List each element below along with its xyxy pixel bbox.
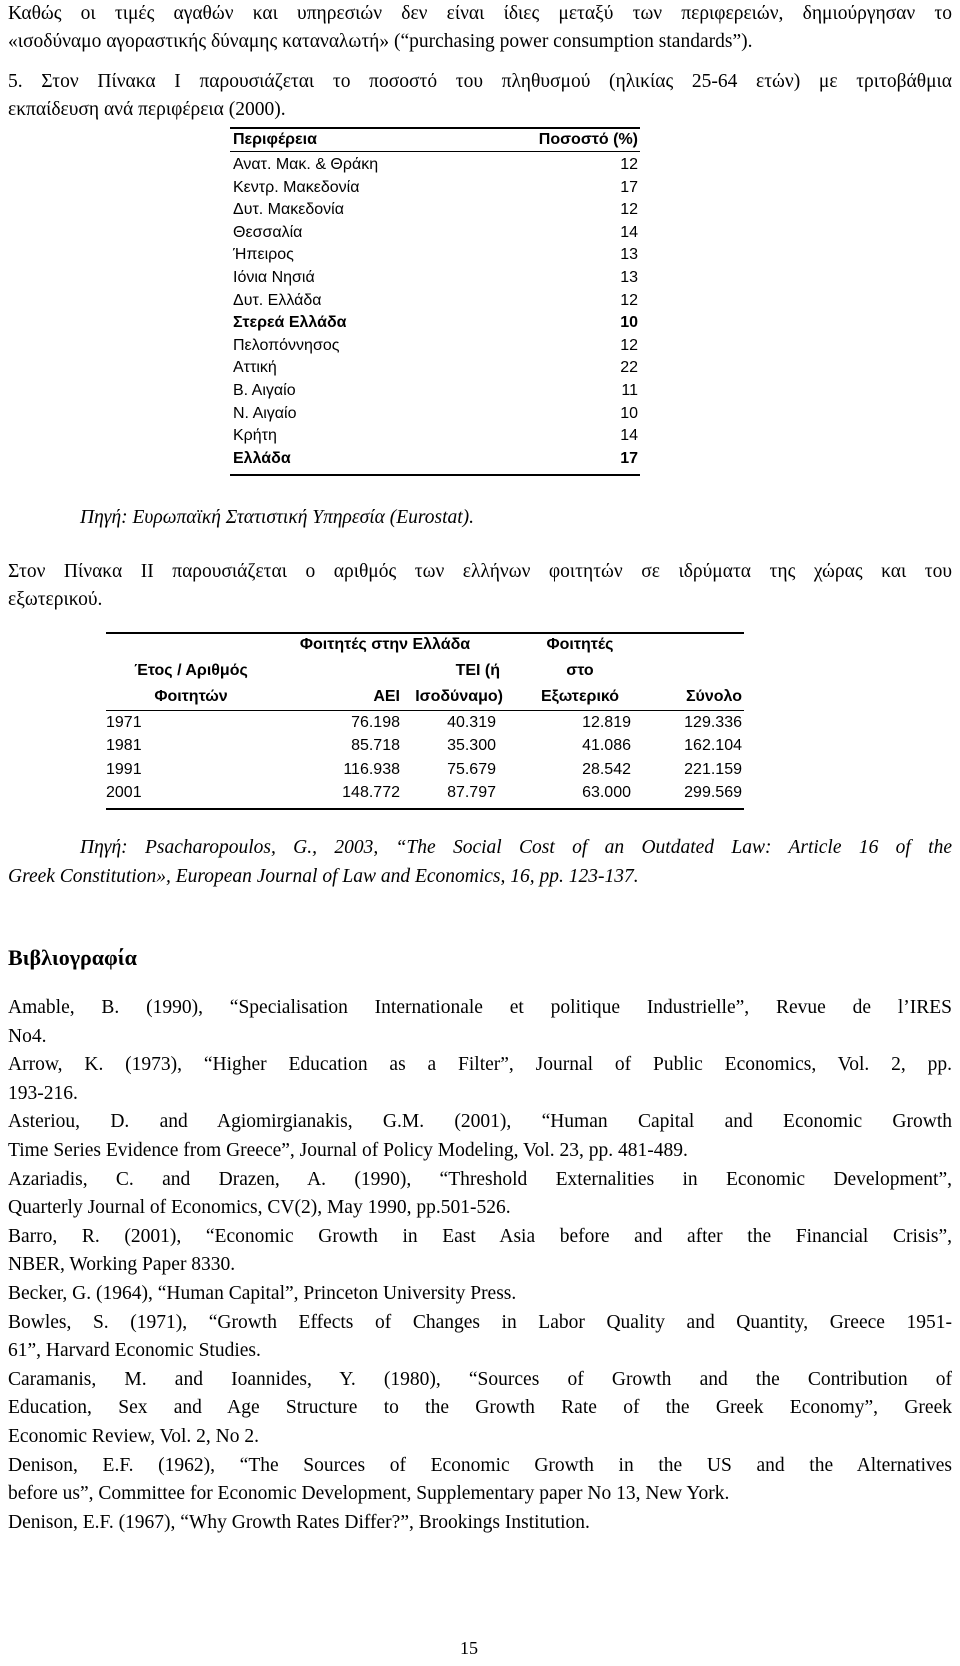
table-2-abroad-cell: 41.086 bbox=[582, 737, 631, 755]
item5-line-2: εκπαίδευση ανά περιφέρεια (2000). bbox=[8, 99, 286, 120]
table-1-region-cell: Ελλάδα bbox=[233, 449, 291, 467]
table-1-region-cell: Ήπειρος bbox=[233, 246, 294, 264]
table-1-header bbox=[233, 128, 638, 151]
table-1-row bbox=[233, 356, 638, 379]
bibliography-line: Azariadis, C. and Drazen, A. (1990), “Threshold Externalities in Economic Development”, bbox=[8, 1168, 952, 1190]
table-1-row bbox=[233, 243, 638, 266]
table-1-row bbox=[233, 266, 638, 289]
table-2-header-abroad-3: Εξωτερικό bbox=[540, 688, 620, 705]
table-1-value-cell: 10 bbox=[620, 404, 638, 422]
table-1-row bbox=[233, 379, 638, 402]
table-1-value-cell: 17 bbox=[620, 178, 638, 196]
bibliography-line: Amable, B. (1990), “Specialisation Internationale et politique Industrielle”, Revue de l’IRES bbox=[8, 997, 952, 1018]
table-2-header-year-1: Έτος / Αριθμός bbox=[134, 662, 248, 679]
page-number: 15 bbox=[460, 1638, 478, 1658]
table-2-header-year-2: Φοιτητών bbox=[154, 688, 228, 705]
item5-line-1: 5. Στον Πίνακα Ι παρουσιάζεται το ποσοστό του πληθυσμού (ηλικίας 25-64 ετών) με τριτοβάθμια bbox=[8, 71, 952, 92]
table-1-bottom-rule bbox=[230, 474, 640, 476]
table-1-value-cell: 10 bbox=[620, 314, 638, 332]
table-2-tei-cell: 35.300 bbox=[447, 737, 496, 755]
table-1-region-cell: Θεσσαλία bbox=[233, 223, 303, 241]
table-2-aei-cell: 116.938 bbox=[343, 760, 400, 778]
table-1-row bbox=[233, 311, 638, 334]
table-1-value-cell: 12 bbox=[620, 336, 638, 354]
table-2-source-line-2: Greek Constitution», European Journal of Law and Economics, 16, pp. 123-137. bbox=[8, 866, 639, 887]
table-2-year-cell: 1991 bbox=[106, 760, 142, 778]
table-1-region-cell: Ν. Αιγαίο bbox=[233, 404, 297, 422]
table-1-row bbox=[233, 447, 638, 470]
table-1-value-cell: 12 bbox=[620, 156, 638, 173]
table-1-region-cell: Αττική bbox=[233, 359, 277, 377]
bibliography-line: Quarterly Journal of Economics, CV(2), May 1990, pp.501-526. bbox=[8, 1197, 511, 1219]
table-2-header-total: Σύνολο bbox=[685, 688, 742, 705]
table-1-row bbox=[233, 153, 638, 176]
table-2-tei-cell: 40.319 bbox=[447, 714, 496, 731]
bibliography-line: Barro, R. (2001), “Economic Growth in East Asia before and after the Financial Crisis”, bbox=[8, 1225, 952, 1247]
bibliography-line: Asteriou, D. and Agiomirgianakis, G.M. (2001), “Human Capital and Economic Growth bbox=[8, 1111, 952, 1133]
table-2-header-abroad-1: Φοιτητές bbox=[546, 636, 614, 653]
table-1-row bbox=[233, 424, 638, 447]
intro-line-2: «ισοδύναμο αγοραστικής δύναμης καταναλωτή» (“purchasing power consumption standards”). bbox=[8, 31, 753, 52]
table-1-region-cell: Στερεά Ελλάδα bbox=[233, 314, 347, 332]
bibliography-line: Becker, G. (1964), “Human Capital”, Princeton University Press. bbox=[8, 1283, 517, 1304]
table-2-aei-cell: 76.198 bbox=[351, 714, 400, 731]
table-2-abroad-cell: 63.000 bbox=[582, 783, 631, 801]
table-1-region-cell: Κρήτη bbox=[233, 427, 277, 445]
table-1-row bbox=[233, 334, 638, 357]
table-1-region-cell: Β. Αιγαίο bbox=[233, 382, 296, 399]
table-1-row bbox=[233, 176, 638, 199]
table-2-aei-cell: 148.772 bbox=[342, 783, 400, 801]
table-1-region-cell: Ανατ. Μακ. & Θράκη bbox=[233, 156, 379, 173]
bibliography-line: 61”, Harvard Economic Studies. bbox=[8, 1340, 261, 1362]
table-2-abroad-cell: 28.542 bbox=[582, 760, 631, 778]
bibliography-line: NBER, Working Paper 8330. bbox=[8, 1254, 236, 1276]
bibliography-line: Economic Review, Vol. 2, No 2. bbox=[8, 1426, 259, 1447]
table-1-row bbox=[233, 198, 638, 221]
table-1-value-cell: 11 bbox=[621, 382, 638, 399]
table-1-value-cell: 14 bbox=[620, 223, 638, 241]
table-1-header-percent: Ποσοστό (%) bbox=[538, 131, 638, 148]
table-1-region-cell: Κεντρ. Μακεδονία bbox=[233, 178, 360, 196]
table-1-value-cell: 22 bbox=[620, 359, 638, 377]
bibliography-line: Denison, E.F. (1967), “Why Growth Rates Differ?”, Brookings Institution. bbox=[8, 1511, 590, 1533]
table-2-year-cell: 1971 bbox=[106, 714, 142, 731]
table-1-row bbox=[233, 289, 638, 312]
table-2-group-header: Φοιτητές στην Ελλάδα bbox=[299, 636, 471, 653]
table-1-value-cell: 17 bbox=[620, 449, 638, 467]
bibliography-line: Caramanis, M. and Ioannides, Y. (1980), “Sources of Growth and the Contribution of bbox=[8, 1368, 952, 1390]
table-2-tei-cell: 75.679 bbox=[447, 760, 496, 778]
table-2-header-tei-2: Ισοδύναμο) bbox=[415, 688, 503, 705]
bibliography-line: No4. bbox=[8, 1025, 47, 1047]
table-1-value-cell: 12 bbox=[620, 291, 638, 309]
para2-line-2: εξωτερικού. bbox=[8, 589, 103, 610]
table-1-region-cell: Πελοπόννησος bbox=[233, 336, 340, 354]
table-2-header-abroad-2: στο bbox=[566, 662, 594, 679]
table-2-source-line-1: Πηγή: Psacharopoulos, G., 2003, “The Social Cost of an Outdated Law: Article 16 of the bbox=[80, 837, 952, 858]
table-2-total-cell: 129.336 bbox=[684, 714, 742, 731]
bibliography-title: Βιβλιογραφία bbox=[8, 945, 137, 970]
bibliography-line: 193-216. bbox=[8, 1082, 78, 1104]
table-2-total-cell: 221.159 bbox=[684, 760, 742, 778]
table-2-header-tei-1: ΤΕΙ (ή bbox=[455, 662, 500, 679]
table-1-value-cell: 13 bbox=[620, 269, 638, 286]
table-2-total-cell: 162.104 bbox=[684, 737, 742, 755]
bibliography-line: Time Series Evidence from Greece”, Journal of Policy Modeling, Vol. 23, pp. 481-489. bbox=[8, 1140, 688, 1161]
table-2-header-aei: ΑΕΙ bbox=[373, 688, 400, 705]
table-2-tei-cell: 87.797 bbox=[447, 783, 496, 801]
bibliography-line: Bowles, S. (1971), “Growth Effects of Changes in Labor Quality and Quantity, Greece 1951- bbox=[8, 1311, 952, 1333]
table-1-value-cell: 12 bbox=[620, 201, 638, 219]
table-1-region-cell: Ιόνια Νησιά bbox=[233, 269, 315, 286]
table-2-abroad-cell: 12.819 bbox=[582, 714, 631, 731]
table-2-bottom-rule bbox=[106, 808, 744, 810]
table-1-region-cell: Δυτ. Μακεδονία bbox=[233, 201, 344, 219]
table-2-year-cell: 2001 bbox=[106, 783, 142, 801]
bibliography-line: Denison, E.F. (1962), “The Sources of Economic Growth in the US and the Alternatives bbox=[8, 1454, 952, 1476]
table-2-year-cell: 1981 bbox=[106, 737, 142, 755]
table-1-value-cell: 13 bbox=[620, 246, 638, 264]
bibliography-line: before us”, Committee for Economic Development, Supplementary paper No 13, New York. bbox=[8, 1483, 730, 1505]
table-1-region-cell: Δυτ. Ελλάδα bbox=[233, 291, 322, 309]
table-1-row bbox=[233, 402, 638, 425]
bibliography-line: Arrow, K. (1973), “Higher Education as a Filter”, Journal of Public Economics, Vol. 2, pp. bbox=[8, 1054, 952, 1076]
table-2-total-cell: 299.569 bbox=[684, 783, 742, 801]
table-1-value-cell: 14 bbox=[620, 427, 638, 445]
table-1-header-rule bbox=[230, 151, 640, 152]
table-1-source: Πηγή: Ευρωπαϊκή Στατιστική Υπηρεσία (Eurostat). bbox=[80, 507, 475, 528]
table-1-header-region: Περιφέρεια bbox=[233, 131, 317, 148]
table-2-aei-cell: 85.718 bbox=[351, 737, 400, 755]
intro-line-1: Καθώς οι τιμές αγαθών και υπηρεσιών δεν είναι ίδιες μεταξύ των περιφερειών, δημιούργησαν το bbox=[8, 3, 952, 24]
bibliography-line: Education, Sex and Age Structure to the Growth Rate of the Greek Economy”, Greek bbox=[8, 1397, 952, 1419]
para2-line-1: Στον Πίνακα ΙΙ παρουσιάζεται ο αριθμός των ελλήνων φοιτητών σε ιδρύματα της χώρας και του bbox=[8, 561, 952, 582]
table-2-header-rule bbox=[106, 710, 744, 711]
table-1-row bbox=[233, 221, 638, 244]
